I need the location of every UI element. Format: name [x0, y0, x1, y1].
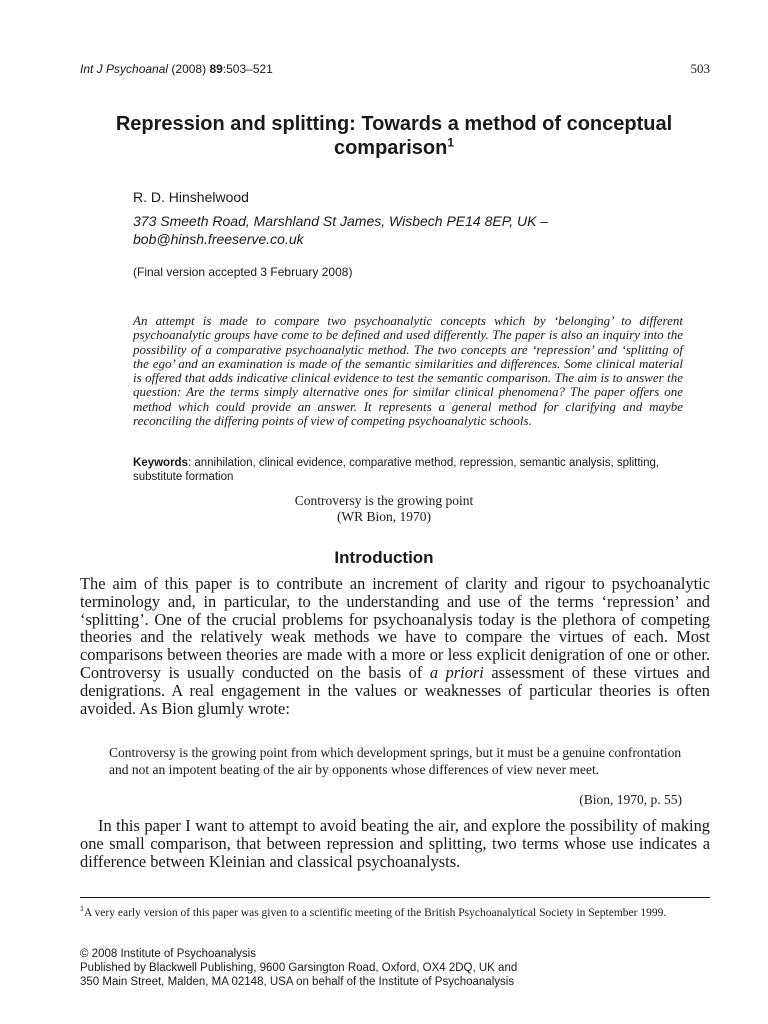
abstract: An attempt is made to compare two psychoanalytic concepts which by ‘belonging’ to different psychoanalytic groups have come to be defined and used differently. The paper is also an inquiry into the possibility of a comparative psychoanalytic method. The two concepts are ‘repression’ and ‘splitting of the ego’ and an examination is made of the semantic similarities and differences. Some clinical material is offered that adds indicative clinical evidence to test the semantic comparison. The aim is to answer the question: Are the terms simply alternative ones for similar clinical phenomena? The paper offers one method which could provide an answer. It represents a general method for clarifying and maybe reconciling the differing points of view of competing psychoanalytic schools.: [133, 313, 683, 429]
section-heading-introduction: Introduction: [334, 548, 434, 567]
introduction-paragraph-1: [80, 575, 710, 717]
article-title-text: Repression and splitting: Towards a method of conceptual comparison: [115, 113, 673, 159]
page-number: 503: [690, 61, 710, 76]
running-head: [80, 61, 710, 77]
introduction-paragraph-2: [80, 817, 710, 870]
epigraph-quote: Controversy is the growing point: [294, 493, 474, 508]
epigraph-source: (WR Bion, 1970): [336, 509, 432, 524]
block-quote: Controversy is the growing point from which development springs, but it must be a genuine confrontation and not an impotent beating of the air by opponents whose differences of view never meet.: [109, 745, 682, 777]
para1-text-start: The aim of this paper is to contribute an increment of clarity and rigour to psychoanalytic terminology and, in particular, to the understanding and use of the terms ‘repression’ and ‘splitting’. One of the crucial problems for psychoanalysis today is the plethora of competing theories and the relatively weak methods we have to compare the virtues of each. Most comparisons between theories are made with a more or less explicit denigration of one or other. Controversy is usually conducted on the basis of: [80, 574, 710, 682]
para1-text-end: assessment of these virtues and denigrations. A real engagement in the values or weaknesses of particular theories is often avoided. As Bion glumly wrote:: [80, 662, 710, 718]
publisher-address-line: 350 Main Street, Malden, MA 02148, USA on behalf of the Institute of Psychoanalysis: [80, 976, 515, 988]
epigraph: [234, 493, 534, 525]
accepted-date: (Final version accepted 3 February 2008): [133, 265, 353, 279]
keywords-label: Keywords: [133, 457, 188, 469]
footnote-marker: 1: [80, 904, 84, 913]
para2-text: In this paper I want to attempt to avoid beating the air, and explore the possibility of making one small comparison, that between repression and splitting, two terms whose use indicates a difference between Kleinian and classical psychoanalysts.: [80, 816, 710, 871]
copyright-block: [80, 947, 710, 989]
article-title: [74, 112, 714, 160]
keywords-list: : annihilation, clinical evidence, comparative method, repression, semantic analysis, splitting, substitute formation: [133, 457, 660, 483]
footnote: [80, 902, 710, 920]
author-address: 373 Smeeth Road, Marshland St James, Wisbech PE14 8EP, UK – bob@hinsh.freeserve.co.uk: [133, 213, 549, 247]
title-footnote-marker: 1: [447, 135, 455, 150]
publisher-line: Published by Blackwell Publishing, 9600 Garsington Road, Oxford, OX4 2DQ, UK and: [80, 962, 518, 974]
journal-pages: :503–521: [222, 62, 273, 76]
journal-volume: 89: [209, 62, 223, 76]
para1-emphasis: a priori: [429, 662, 484, 682]
block-quote-citation: (Bion, 1970, p. 55): [579, 792, 682, 807]
author-name: R. D. Hinshelwood: [133, 189, 249, 205]
keywords: [133, 456, 689, 484]
copyright-line: © 2008 Institute of Psychoanalysis: [80, 948, 256, 960]
journal-year: (2008): [171, 62, 207, 76]
journal-name: Int J Psychoanal: [80, 62, 169, 76]
footnote-divider: [80, 897, 710, 898]
footnote-text: A very early version of this paper was given to a scientific meeting of the British Psychoanalytical Society in September 1999.: [84, 906, 667, 919]
